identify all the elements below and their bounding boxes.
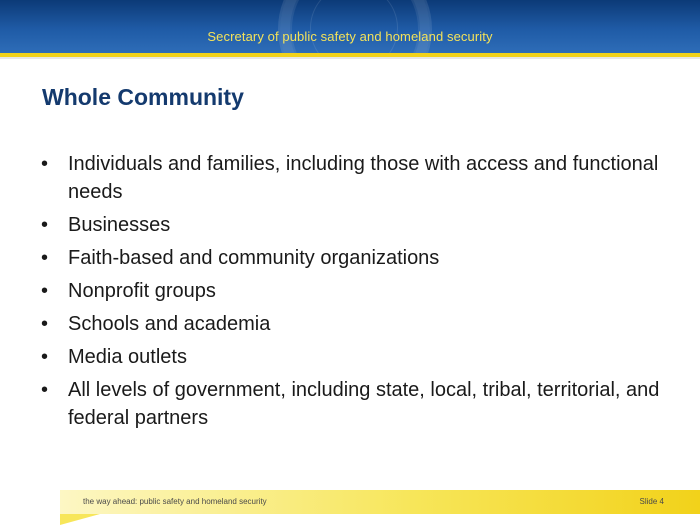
virginia-seal-watermark — [278, 0, 432, 53]
bullet-item-faith-based: • Faith-based and community organizations — [40, 244, 670, 272]
footer-wedge — [60, 514, 100, 525]
bullet-list — [40, 150, 670, 437]
header-divider — [0, 57, 700, 59]
slide-title: Whole Community — [42, 84, 244, 110]
bullet-item-nonprofit: • Nonprofit groups — [40, 277, 670, 305]
slide-number: Slide 4 — [639, 497, 664, 506]
bullet-item-individuals: • Individuals and families, including those with access and functional needs — [40, 150, 670, 206]
bullet-item-media: • Media outlets — [40, 343, 670, 371]
header-banner — [0, 0, 700, 53]
footer-text: the way ahead: public safety and homeland security — [83, 497, 267, 506]
bullet-item-schools: • Schools and academia — [40, 310, 670, 338]
bullet-item-government: • All levels of government, including state, local, tribal, territorial, and federal partners — [40, 376, 670, 432]
header-title: Secretary of public safety and homeland security — [207, 29, 493, 44]
bullet-item-businesses: • Businesses — [40, 211, 670, 239]
